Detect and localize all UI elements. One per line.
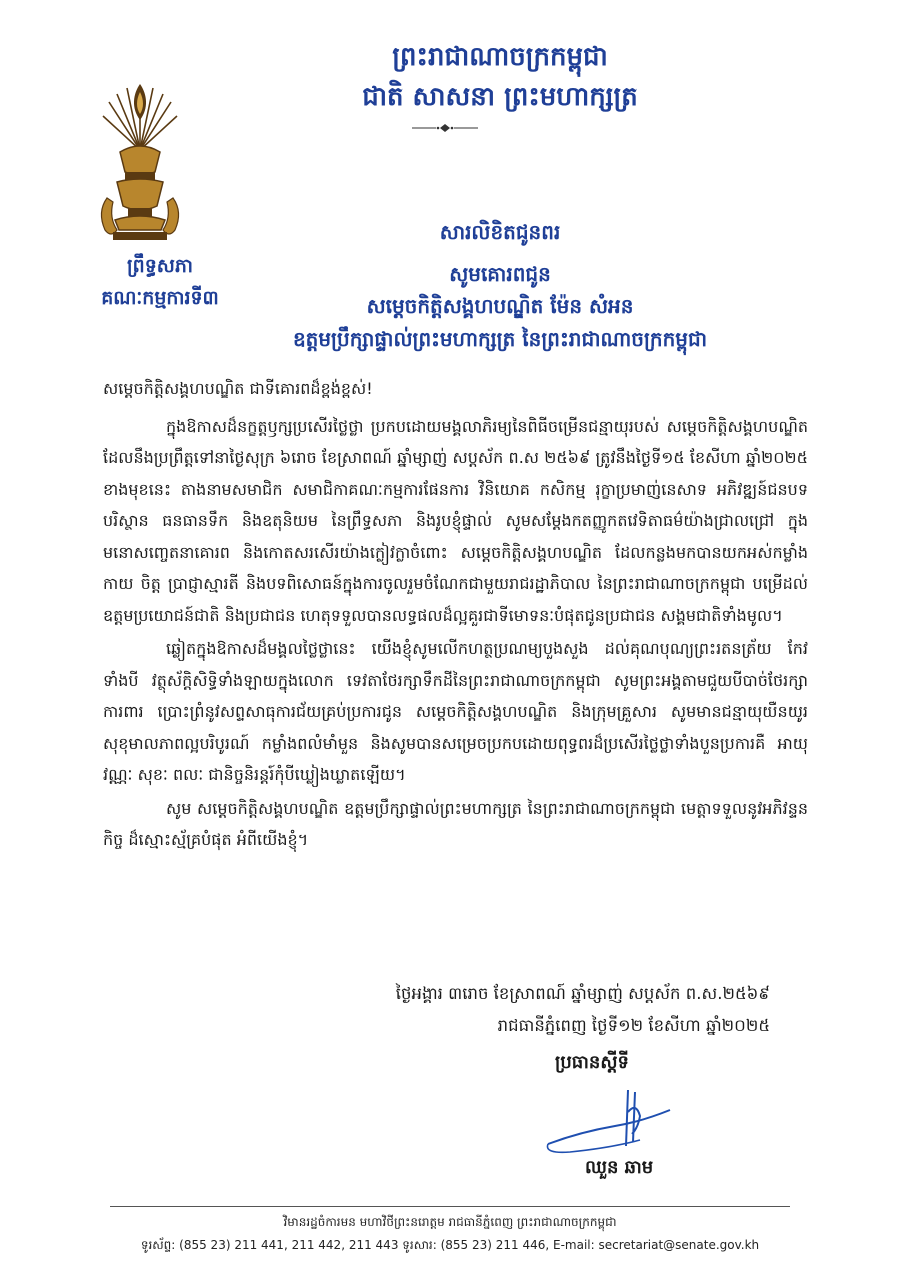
- org-name: ព្រឹទ្ធសភា: [127, 255, 193, 277]
- addressee-line-3: ឧត្តមប្រឹក្សាផ្ទាល់ព្រះមហាក្សត្រ នៃព្រះរាជាណាចក្រកម្ពុជា: [292, 327, 708, 351]
- lunar-date: ថ្ងៃអង្គារ ៣រោច ខែស្រាពណ៍ ឆ្នាំម្សាញ់ សប្តស័ក ព.ស.២៥៦៩: [395, 984, 770, 1003]
- org-committee: គណៈកម្មការទី៣: [101, 287, 219, 309]
- salutation: សម្ដេចកិត្តិសង្គហបណ្ឌិត ជាទីគោរពដ៏ខ្ពង់ខ្ពស់!: [103, 379, 373, 398]
- addressee-line-2: សម្ដេចកិត្តិសង្គហបណ្ឌិត ម៉ែន សំអន: [366, 294, 634, 318]
- kingdom-title: ព្រះរាជាណាចក្រកម្ពុជា: [392, 42, 608, 72]
- solar-date: រាជធានីភ្នំពេញ ថ្ងៃទី១២ ខែសីហា ឆ្នាំ២០២៥: [497, 1016, 770, 1035]
- ornament-divider-icon: [410, 123, 480, 133]
- signer-name: ឈួន ឆាម: [585, 1157, 654, 1178]
- addressee-line-1: សូមគោរពជូន: [449, 262, 551, 286]
- signer-title: ប្រធានស្តីទី: [555, 1052, 629, 1073]
- letter-body: [103, 373, 808, 856]
- paragraph-2: ឆ្លៀតក្នុងឱកាសដ៏មង្គលថ្លៃថ្លានេះ យើងខ្ញុំសូមលើកហត្ថប្រណម្យបួងសួង ដល់គុណបុណ្យព្រះរតនត្រ័យ កែវទាំងបី វត្ថុស័ក្តិសិទ្ធិទាំងឡាយក្នុងលោក ទេវតាថែរក្សាទឹកដីនៃព្រះរាជាណាចក្រកម្ពុជា សូមព្រះអង្គតាមជួយបីបាច់ថែរក្សា ការពារ ប្រោះព្រំនូវសព្ទសាធុការជ័យគ្រប់ប្រការជូន សម្ដេចកិត្តិសង្គហបណ្ឌិត និងក្រុមគ្រួសារ សូមមានជន្មាយុយឺនយូរ សុខុមាលភាពល្អបរិបូរណ៍ កម្លាំងពលំមាំមួន និងសូមបានសម្រេចប្រកបដោយពុទ្ធពរដ៏ប្រសើរថ្លៃថ្លាទាំងបួនប្រការគឺ អាយុ វណ្ណៈ សុខៈ ពលៈ ជានិច្ចនិរន្តរ៍កុំបីឃ្លៀងឃ្លាតឡើយ។: [103, 639, 808, 784]
- paragraph-1: ក្នុងឱកាសដ៏នក្ខត្តឫក្សប្រសើរថ្លៃថ្លា ប្រកបដោយមង្គលាភិរម្យនៃពិធីចម្រើនជន្មាយុរបស់ សម្ដេចកិត្តិសង្គហបណ្ឌិត ដែលនឹងប្រព្រឹត្តទៅនាថ្ងៃសុក្រ ៦រោច ខែស្រាពណ៍ ឆ្នាំម្សាញ់ សប្តស័ក ព.ស ២៥៦៩ ត្រូវនឹងថ្ងៃទី១៥ ខែសីហា ឆ្នាំ២០២៥ ខាងមុខនេះ តាងនាមសមាជិក សមាជិកាគណៈកម្មការផែនការ វិនិយោគ កសិកម្ម រុក្ខាប្រមាញ់នេសាទ អភិវឌ្ឍន៍ជនបទ បរិស្ថាន ធនធានទឹក និងឧតុនិយម នៃព្រឹទ្ធសភា និងរូបខ្ញុំផ្ទាល់ សូមសម្ដែងកតញ្ញូកតវេទិតាធម៌យ៉ាងជ្រាលជ្រៅ ក្នុងមនោសញ្ចេតនាគោរព និងកោតសរសើរយ៉ាងក្លៀវក្លាចំពោះ សម្ដេចកិត្តិសង្គហបណ្ឌិត ដែលកន្លងមកបានយកអស់កម្លាំងកាយ ចិត្ត ប្រាជ្ញាស្មារតី និងបទពិសោធន៍ក្នុងការចូលរួមចំណែកជាមួយរាជរដ្ឋាភិបាល នៃព្រះរាជាណាចក្រកម្ពុជា បម្រើដល់ឧត្តមប្រយោជន៍ជាតិ និងប្រជាជន ហេតុទទួលបានលទ្ធផលដ៏ល្អគួរជាទីមោទនៈបំផុតជូនប្រជាជន សង្គមជាតិទាំងមូល។: [103, 416, 808, 625]
- footer-divider: [110, 1206, 790, 1207]
- paragraph-3: សូម សម្ដេចកិត្តិសង្គហបណ្ឌិត ឧត្តមប្រឹក្សាផ្ទាល់ព្រះមហាក្សត្រ នៃព្រះរាជាណាចក្រកម្ពុជា មេត្តាទទួលនូវអភិវន្ទនកិច្ច ដ៏ស្មោះស្ម័គ្របំផុត អំពីយើងខ្ញុំ។: [103, 798, 808, 849]
- letter-title: សារលិខិតជូនពរ: [439, 220, 561, 244]
- signature-icon: [540, 1082, 680, 1162]
- national-motto: ជាតិ សាសនា ព្រះមហាក្សត្រ: [362, 82, 638, 112]
- footer-contact: ទូរស័ព្ទ: (855 23) 211 441, 211 442, 211 443 ទូរសារ: (855 23) 211 446, E-mail: secretariat@senate.gov.kh: [140, 1238, 760, 1252]
- footer-address: វិមានរដ្ឋចំការមន មហាវិថីព្រះនរោត្តម រាជធានីភ្នំពេញ ព្រះរាជាណាចក្រកម្ពុជា: [283, 1215, 617, 1229]
